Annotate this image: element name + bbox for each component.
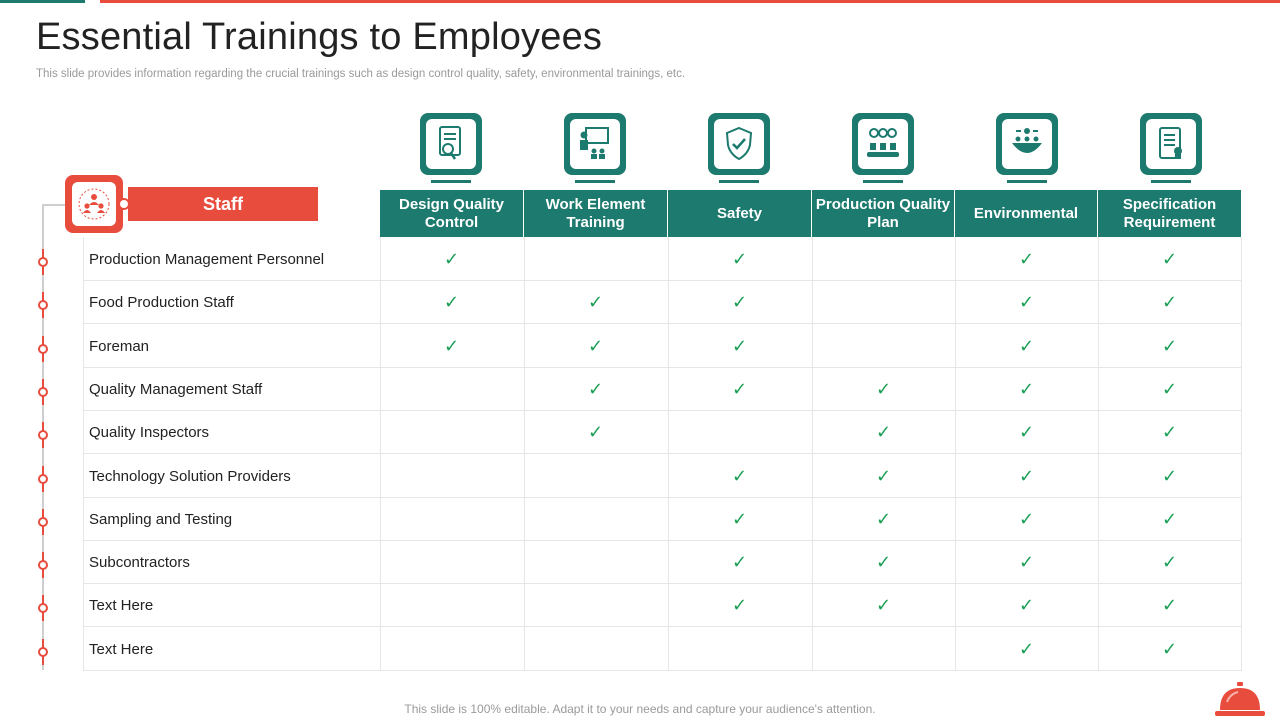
empty-cell [380,541,523,584]
top-accent-bar-red [100,0,1280,3]
staff-role-name: Foreman [89,337,150,355]
staff-role-name: Quality Inspectors [89,424,210,442]
table-row [83,368,1241,411]
empty-cell [380,411,523,454]
timeline-marker [36,336,50,362]
check-mark-icon: ✓ [731,508,748,529]
empty-cell [524,584,667,627]
top-accent-bar-teal [0,0,85,3]
table-row [83,498,1241,541]
staff-role-name: Sampling and Testing [89,510,233,528]
check-mark-icon: ✓ [1018,249,1035,269]
check-mark-icon: ✓ [1161,638,1178,659]
shield-check-icon [708,113,770,175]
column-header-environmental: Environmental [955,190,1098,237]
empty-cell [380,455,523,498]
table-row [83,325,1241,368]
environment-globe-icon [996,113,1058,175]
check-mark-icon: ✓ [875,422,892,443]
check-mark-icon: ✓ [587,335,604,356]
staff-role-name: Quality Management Staff [89,380,263,398]
check-mark-icon: ✓ [731,595,748,616]
column-header-design-quality-control: Design Quality Control [380,190,524,237]
icon-stand [1151,180,1191,183]
empty-cell [380,368,523,411]
check-mark-icon: ✓ [1018,422,1035,443]
staff-role-name: Text Here [89,597,154,615]
footer-note: This slide is 100% editable. Adapt it to your needs and capture your audience's attention. [404,702,876,716]
empty-cell [812,325,955,368]
grid-line [1098,237,1099,671]
page-title: Essential Trainings to Employees [36,16,603,58]
service-bell-icon [1213,680,1267,720]
check-mark-icon: ✓ [587,422,604,443]
table-row [83,455,1241,498]
empty-cell [380,498,523,541]
grid-line [955,237,956,671]
check-mark-icon: ✓ [875,465,892,486]
production-line-icon [852,113,914,175]
empty-cell [380,628,523,671]
check-mark-icon: ✓ [875,595,892,616]
grid-line [812,237,813,671]
table-row [83,238,1241,281]
table-row [83,584,1241,627]
icon-stand [863,180,903,183]
check-mark-icon: ✓ [1018,595,1035,616]
check-mark-icon: ✓ [1161,552,1178,573]
check-mark-icon: ✓ [1161,292,1178,313]
grid-line [1241,237,1242,671]
table-row [83,411,1241,454]
empty-cell [668,628,811,671]
grid-line [524,237,525,671]
timeline-marker [36,422,50,448]
check-mark-icon: ✓ [587,292,604,313]
grid-line [380,237,381,671]
timeline-marker [36,639,50,665]
timeline-marker [36,292,50,318]
empty-cell [812,628,955,671]
empty-cell [380,584,523,627]
check-mark-icon: ✓ [443,292,460,313]
training-presentation-icon [564,113,626,175]
timeline-marker [36,595,50,621]
timeline-marker [36,509,50,535]
quality-inspection-icon [420,113,482,175]
check-mark-icon: ✓ [1018,292,1035,313]
icon-stand [719,180,759,183]
page-subtitle: This slide provides information regarding the crucial trainings such as design control quality, safety, environmental trainings, etc. [36,68,686,80]
check-mark-icon: ✓ [731,335,748,356]
staff-group-icon [65,175,123,233]
check-mark-icon: ✓ [1161,465,1178,486]
staff-role-name: Technology Solution Providers [89,467,291,485]
check-mark-icon: ✓ [1018,465,1035,486]
check-mark-icon: ✓ [1018,552,1035,573]
check-mark-icon: ✓ [1161,422,1178,443]
empty-cell [524,541,667,584]
empty-cell [812,238,955,281]
empty-cell [524,498,667,541]
icon-stand [575,180,615,183]
check-mark-icon: ✓ [587,378,604,399]
check-mark-icon: ✓ [875,508,892,529]
check-mark-icon: ✓ [1161,335,1178,356]
timeline-marker [36,379,50,405]
check-mark-icon: ✓ [443,335,460,356]
check-mark-icon: ✓ [731,378,748,399]
empty-cell [812,281,955,324]
check-mark-icon: ✓ [1161,378,1178,399]
staff-label: Staff [128,187,318,221]
grid-line [668,237,669,671]
empty-cell [524,628,667,671]
check-mark-icon: ✓ [1018,335,1035,356]
check-mark-icon: ✓ [1018,638,1035,659]
check-mark-icon: ✓ [443,249,460,269]
timeline-marker [36,249,50,275]
icon-stand [1007,180,1047,183]
check-mark-icon: ✓ [875,378,892,399]
empty-cell [524,238,667,281]
specification-document-icon [1140,113,1202,175]
check-mark-icon: ✓ [731,552,748,573]
column-header-specification-requirement: Specification Requirement [1098,190,1241,237]
staff-role-name: Text Here [89,640,154,658]
check-mark-icon: ✓ [1018,378,1035,399]
column-header-safety: Safety [668,190,812,237]
check-mark-icon: ✓ [731,465,748,486]
table-row [83,281,1241,324]
timeline-connector [42,204,66,206]
empty-cell [524,455,667,498]
table-row [83,541,1241,584]
check-mark-icon: ✓ [1161,508,1178,529]
empty-cell [668,411,811,454]
column-header-production-quality-plan: Production Quality Plan [812,190,955,237]
check-mark-icon: ✓ [875,552,892,573]
icon-stand [431,180,471,183]
check-mark-icon: ✓ [1161,595,1178,616]
check-mark-icon: ✓ [1161,249,1178,269]
timeline-marker [36,552,50,578]
staff-role-name: Production Management Personnel [89,251,325,268]
timeline-marker [36,466,50,492]
table-row [83,628,1241,671]
check-mark-icon: ✓ [1018,508,1035,529]
column-header-work-element-training: Work Element Training [524,190,668,237]
check-mark-icon: ✓ [731,249,748,269]
staff-role-name: Food Production Staff [89,294,234,312]
staff-role-name: Subcontractors [89,554,190,572]
check-mark-icon: ✓ [731,292,748,313]
grid-line [83,237,84,671]
